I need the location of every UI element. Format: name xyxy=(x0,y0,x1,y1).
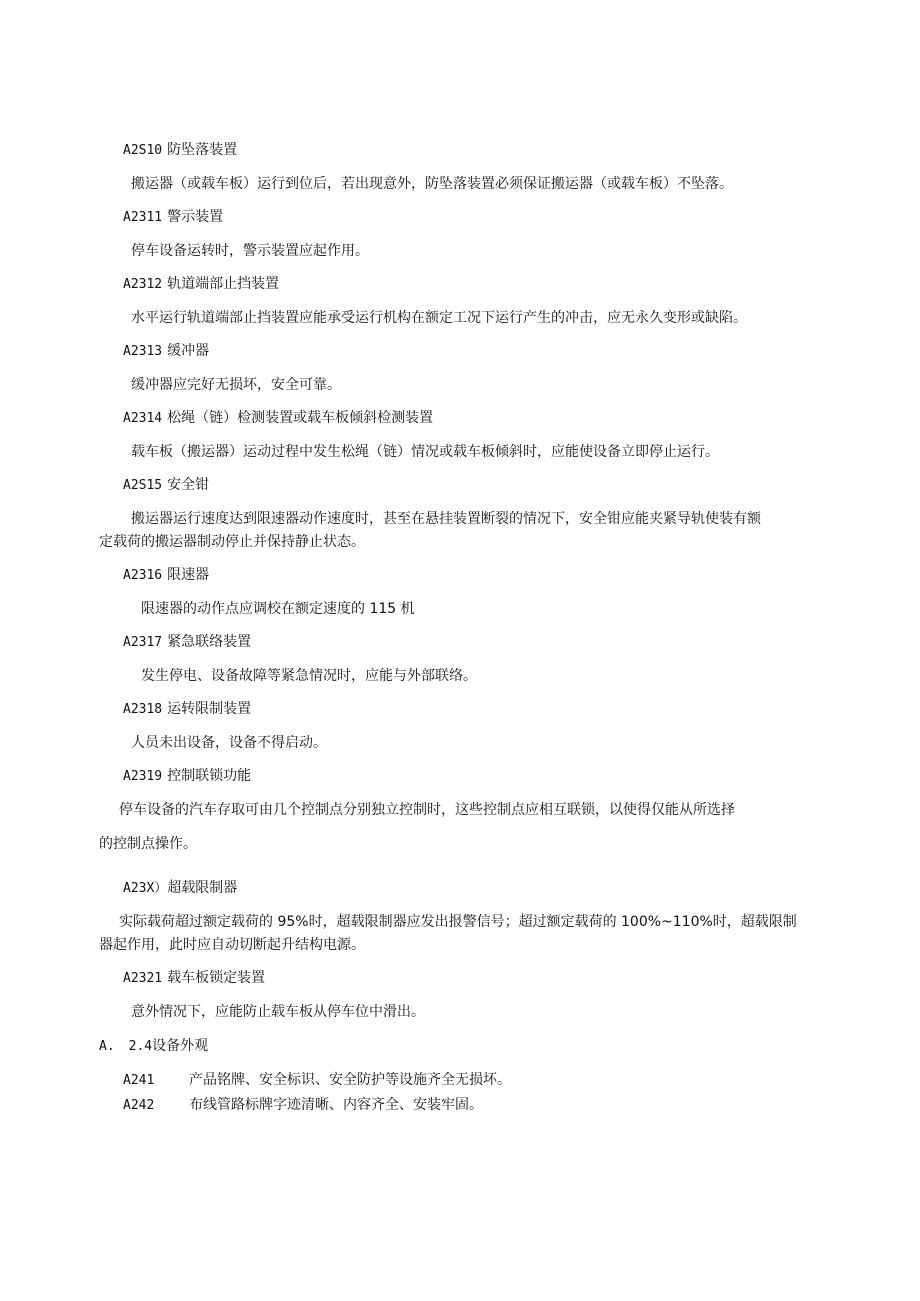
list-item xyxy=(123,1070,511,1091)
section-body: 停车设备运转时，警示装置应起作用。 xyxy=(131,243,369,259)
section-title: 紧急联络装置 xyxy=(167,634,252,650)
section-heading xyxy=(123,766,251,787)
section-title: 超载限制器 xyxy=(167,880,238,896)
subsection-number: 2.4 xyxy=(128,1039,153,1054)
section-heading xyxy=(123,878,237,899)
section-title: 安全钳 xyxy=(167,477,210,493)
section-heading xyxy=(123,699,251,720)
section-code: A2313 xyxy=(123,344,163,359)
section-title: 限速器 xyxy=(167,567,210,583)
list-item xyxy=(123,1095,483,1116)
section-code: A2321 xyxy=(123,971,163,986)
section-body: 搬运器（或载车板）运行到位后，若出现意外，防坠落装置必须保证搬运器（或载车板）不坠落。 xyxy=(131,176,733,192)
section-heading xyxy=(123,274,279,295)
section-title: 缓冲器 xyxy=(167,343,210,359)
section-body: 缓冲器应完好无损坏，安全可靠。 xyxy=(131,377,341,393)
section-code: A2311 xyxy=(123,210,163,225)
section-code: A2316 xyxy=(123,568,163,583)
section-title: 轨道端部止挡装置 xyxy=(167,276,280,292)
section-code: A2317 xyxy=(123,635,163,650)
section-heading xyxy=(123,140,237,161)
section-body: 水平运行轨道端部止挡装置应能承受运行机构在额定工况下运行产生的冲击，应无永久变形或缺陷。 xyxy=(131,310,747,326)
section-code: A2S15 xyxy=(123,478,163,493)
section-body: 的控制点操作。 xyxy=(99,836,197,852)
section-title: 运转限制装置 xyxy=(167,701,252,717)
item-code: A241 xyxy=(123,1073,155,1088)
section-body: 意外情况下，应能防止载车板从停车位中滑出。 xyxy=(131,1004,425,1020)
section-body: 搬运器运行速度达到限速器动作速度时，甚至在悬挂装置断裂的情况下，安全钳应能夹紧导轨使装有额 xyxy=(131,511,761,527)
section-body: 发生停电、设备故障等紧急情况时，应能与外部联络。 xyxy=(141,668,477,684)
section-title: 松绳（链）检测装置或载车板倾斜检测装置 xyxy=(167,410,434,426)
section-code: A2318 xyxy=(123,702,163,717)
subsection-prefix: A. xyxy=(99,1039,115,1054)
section-body: 人员未出设备，设备不得启动。 xyxy=(131,735,327,751)
section-code: A2319 xyxy=(123,769,163,784)
subsection-heading xyxy=(99,1036,208,1057)
section-body: 限速器的动作点应调校在额定速度的 115 机 xyxy=(141,601,415,617)
section-body: 实际载荷超过额定载荷的 95%时，超载限制器应发出报警信号；超过额定载荷的 100%~110%时，超载限制 xyxy=(119,914,797,930)
section-code: A23X） xyxy=(123,881,168,896)
section-title: 控制联锁功能 xyxy=(167,768,252,784)
section-body: 载车板（搬运器）运动过程中发生松绳（链）情况或载车板倾斜时，应能使设备立即停止运行。 xyxy=(131,444,719,460)
section-code: A2312 xyxy=(123,277,163,292)
section-heading xyxy=(123,632,251,653)
section-title: 载车板锁定装置 xyxy=(167,970,266,986)
section-heading xyxy=(123,475,209,496)
section-body: 停车设备的汽车存取可由几个控制点分别独立控制时，这些控制点应相互联锁，以使得仅能从所选择 xyxy=(119,802,735,818)
section-body: 器起作用，此时应自动切断起升结构电源。 xyxy=(99,937,365,953)
section-title: 防坠落装置 xyxy=(167,142,238,158)
section-heading xyxy=(123,565,209,586)
item-code: A242 xyxy=(123,1098,155,1113)
section-title: 警示装置 xyxy=(167,209,224,225)
item-text: 布线管路标牌字迹清晰、内容齐全、安装牢固。 xyxy=(189,1097,483,1113)
subsection-title: 设备外观 xyxy=(152,1038,209,1054)
section-heading xyxy=(123,408,433,429)
section-code: A2S10 xyxy=(123,143,163,158)
section-body: 定载荷的搬运器制动停止并保持静止状态。 xyxy=(99,534,365,550)
section-heading xyxy=(123,341,209,362)
section-code: A2314 xyxy=(123,411,163,426)
section-heading xyxy=(123,968,265,989)
item-text: 产品铭牌、安全标识、安全防护等设施齐全无损坏。 xyxy=(189,1072,511,1088)
section-heading xyxy=(123,207,223,228)
